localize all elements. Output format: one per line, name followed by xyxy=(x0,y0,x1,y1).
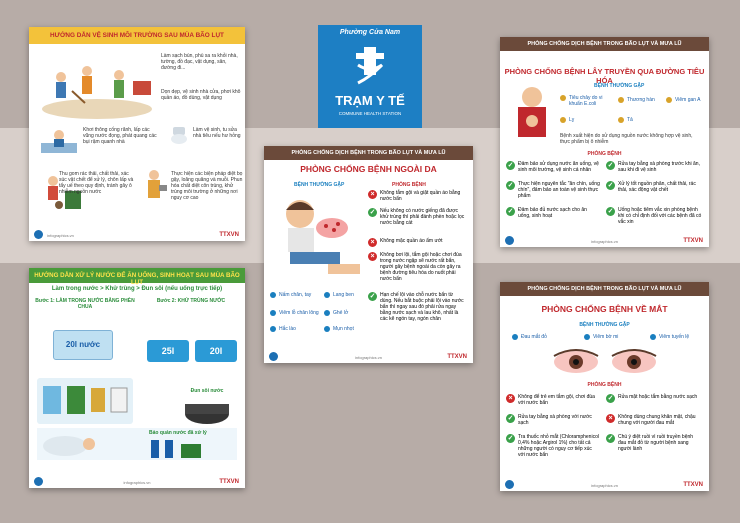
poster-title: PHÒNG CHỐNG BỆNH LÂY TRUYỀN QUA ĐƯỜNG TIÊU HÓA xyxy=(504,67,705,85)
child-illustration xyxy=(270,190,368,286)
cross-icon: × xyxy=(606,414,615,423)
poster-header: PHÒNG CHỐNG DỊCH BỆNH TRONG BÃO LỤT VÀ MƯA LŨ xyxy=(264,146,473,160)
bullet-icon xyxy=(560,117,566,123)
common-label: BỆNH THƯỜNG GẶP xyxy=(594,83,645,89)
disease-label: Tả xyxy=(627,117,633,123)
tip-text: Nếu không có nước giếng đã được khử trùng thì phải đánh phèn hoặc lọc nước bằng cát xyxy=(380,208,465,226)
poster-title: PHÒNG CHỐNG BỆNH VỀ MẮT xyxy=(541,304,668,314)
poster-footer xyxy=(29,474,245,488)
check-icon: ✓ xyxy=(507,415,514,422)
check-icon: ✓ xyxy=(507,435,514,442)
ttxvn-logo: TTXVN xyxy=(219,232,239,238)
station-subtitle: COMMUNE HEALTH STATION xyxy=(338,111,402,116)
volume-label: 20l nước xyxy=(65,340,101,349)
tip-text: Thu gom rác thải, chất thải, xác súc vật chết để xử lý, chôn lấp và tẩy uế theo quy định, tránh gây ô nhiễm nguồn nước xyxy=(59,171,134,195)
disease-item xyxy=(324,326,354,332)
bullet-icon xyxy=(666,97,672,103)
check-icon: ✓ xyxy=(607,182,614,189)
disease-label: Tiêu chảy do vi khuẩn E.coli xyxy=(569,95,603,107)
tip-text: Dọn dẹp, vệ sinh nhà cửa, phơi khô quần áo, đồ dùng, vật dụng xyxy=(161,89,241,101)
disease-item xyxy=(618,117,633,123)
prevention-tip xyxy=(506,394,602,406)
poster-footer xyxy=(264,349,473,363)
process-subtitle: Làm trong nước > Khử trùng > Đun sôi (nếu uống trực tiếp) xyxy=(51,286,223,292)
volume-label: 20l xyxy=(209,346,223,356)
bullet-icon xyxy=(560,95,566,101)
prevention-tip xyxy=(506,434,602,458)
disease-label: Ghẻ lở xyxy=(333,310,349,316)
disease-item xyxy=(270,292,311,298)
prevention-tip xyxy=(506,161,602,173)
bullet-icon xyxy=(324,310,330,316)
disease-item xyxy=(270,310,319,316)
disease-item xyxy=(560,117,574,123)
health-station-logo xyxy=(318,25,422,128)
poster-title: PHÒNG CHỐNG BỆNH NGOÀI DA xyxy=(300,164,437,174)
red-eyes-illustration xyxy=(550,344,660,378)
ministry-seal-icon xyxy=(34,477,43,486)
ttxvn-logo: TTXVN xyxy=(219,479,239,485)
bullet-icon xyxy=(324,292,330,298)
bullet-icon xyxy=(618,117,624,123)
disease-item xyxy=(270,326,296,332)
ttxvn-logo: TTXVN xyxy=(683,482,703,488)
ministry-seal-icon xyxy=(505,236,514,245)
tip-text: Không để trẻ em tắm gội, chơi đùa với nước bẩn xyxy=(518,394,595,406)
check-icon: ✓ xyxy=(369,209,376,216)
bullet-icon xyxy=(584,334,590,340)
disease-item xyxy=(650,334,689,340)
water-bucket-illustration xyxy=(53,330,113,360)
disease-item xyxy=(324,310,348,316)
poster-environment-hygiene xyxy=(29,27,245,241)
prevention-tip xyxy=(606,434,704,452)
check-icon: ✓ xyxy=(607,435,614,442)
prevent-label: PHÒNG BỆNH xyxy=(587,382,622,388)
ministry-seal-icon xyxy=(505,480,514,489)
tip-text: Rửa mặt hoặc tắm bằng nước sạch xyxy=(618,394,698,400)
cross-icon: × xyxy=(368,190,377,199)
bullet-icon xyxy=(650,334,656,340)
poster-water-treatment xyxy=(29,268,245,488)
check-icon: ✓ xyxy=(607,395,614,402)
tip-text: Không tắm gội và giặt quần áo bằng nước bẩn xyxy=(380,190,461,202)
prevention-tip xyxy=(606,394,704,403)
tip-text: Không dùng chung khăn mặt, chậu chung với người đau mắt xyxy=(618,414,696,426)
disease-label: Nấm chân, tay xyxy=(279,292,312,298)
check-icon: ✓ xyxy=(607,162,614,169)
bullet-icon xyxy=(324,326,330,332)
poster-footer xyxy=(29,227,245,241)
disease-item xyxy=(560,95,609,107)
disease-label: Viêm tuyến lệ xyxy=(659,334,690,340)
drain-illustration xyxy=(39,125,79,157)
disease-item xyxy=(512,334,547,340)
cross-icon: × xyxy=(368,252,377,261)
storage-panel xyxy=(37,428,237,460)
tip-text: Tra thuốc nhỏ mắt (Chloramphenicol 0,4% hoặc Argirol 1%) cho tất cả những người có nguy cơ tiếp xúc với nước bẩn xyxy=(518,434,599,458)
tip-text: Rửa tay bằng xà phòng trước khi ăn, sau khi đi vệ sinh xyxy=(618,161,700,173)
prevention-tip xyxy=(368,208,468,226)
poster-title: HƯỚNG DẪN VỆ SINH MÔI TRƯỜNG SAU MÙA BÃO LỤT xyxy=(29,27,245,44)
ministry-seal-icon xyxy=(269,352,278,361)
bullet-icon xyxy=(270,292,276,298)
patient-illustration xyxy=(506,83,558,139)
boil-panel xyxy=(177,388,237,428)
tip-text: Thực hiện các biện pháp diệt bọ gậy, loăng quăng và muỗi. Phun hóa chất diệt côn trùng, khử trùng môi trường ở những nơi nguy cơ cao xyxy=(171,171,243,201)
prevention-tip xyxy=(368,190,468,202)
cross-icon: × xyxy=(368,238,377,247)
bullet-icon xyxy=(270,326,276,332)
poster-header: PHÒNG CHỐNG DỊCH BỆNH TRONG BÃO LỤT VÀ MƯA LŨ xyxy=(500,282,709,296)
storage-label: Bảo quản nước đã xử lý xyxy=(149,430,207,436)
ttxvn-logo: TTXVN xyxy=(447,354,467,360)
tip-text: Đảm bảo sử dụng nước ăn uống, vệ sinh môi trường, vệ sinh cá nhân xyxy=(518,161,599,173)
disease-label: Hắc lào xyxy=(279,326,296,332)
site-url: infographics.vn xyxy=(355,355,382,360)
tip-text: Uống hoặc tiêm vắc xin phòng bệnh khi có chỉ định đối với các bệnh đã có vắc xin xyxy=(618,207,702,225)
poster-eye-disease xyxy=(500,282,709,491)
tip-text: Chú ý diệt ruồi vì ruồi truyền bệnh đau mắt đỏ từ người bệnh sang người lành xyxy=(618,434,694,452)
poster-footer xyxy=(500,477,709,491)
toilet-illustration xyxy=(167,123,191,147)
prevention-tip xyxy=(606,414,704,426)
prevent-label: PHÒNG BỆNH xyxy=(587,151,622,157)
prevention-tip xyxy=(606,207,704,225)
check-icon: ✓ xyxy=(507,182,514,189)
station-title: TRẠM Y TẾ xyxy=(335,93,405,108)
disease-label: Thương hàn xyxy=(627,97,655,103)
spraying-illustration xyxy=(139,167,169,207)
tank-illustration xyxy=(195,340,237,362)
tip-text: Đảm bảo đủ nước sạch cho ăn uống, sinh hoạt xyxy=(518,207,587,219)
settling-panel xyxy=(37,378,133,424)
step1-label: Bước 1: LÀM TRONG NƯỚC BẰNG PHÈN CHUA xyxy=(35,298,135,310)
common-label: BỆNH THƯỜNG GẶP xyxy=(579,322,630,328)
ttxvn-logo: TTXVN xyxy=(683,238,703,244)
prevention-tip xyxy=(506,207,602,219)
step2-label: Bước 2: KHỬ TRÙNG NƯỚC xyxy=(156,298,226,304)
tip-text: Làm vệ sinh, tu sửa nhà tiêu nếu hư hỏng xyxy=(193,127,241,139)
tip-text: Rửa tay bằng xà phòng với nước sạch xyxy=(518,414,592,426)
site-url: infographics.vn xyxy=(591,483,618,488)
disease-label: Lang ben xyxy=(333,292,354,298)
prevention-tip xyxy=(606,181,704,193)
site-url: infographics.vn xyxy=(591,239,618,244)
prevention-tip xyxy=(368,252,468,282)
prevention-tip xyxy=(368,238,468,247)
disease-label: Mụn nhọt xyxy=(333,326,354,332)
bullet-icon xyxy=(512,334,518,340)
disease-item xyxy=(618,97,655,103)
prevention-tip xyxy=(506,181,602,199)
prevent-label: PHÒNG BỆNH xyxy=(392,182,426,188)
bullet-icon xyxy=(618,97,624,103)
tank-illustration xyxy=(147,340,189,362)
cleanup-illustration xyxy=(37,51,157,121)
check-icon: ✓ xyxy=(369,293,376,300)
poster-header: PHÒNG CHỐNG DỊCH BỆNH TRONG BÃO LỤT VÀ MƯA LŨ xyxy=(500,37,709,51)
volume-label: 25l xyxy=(161,346,175,356)
disease-note: Bệnh xuất hiện do sử dụng nguồn nước không hợp vệ sinh, thực phẩm bị ô nhiễm xyxy=(560,133,693,145)
site-url: infographics.vn xyxy=(47,233,74,238)
tip-text: Làm sạch bùn, phù sa ra khỏi nhà, tường, đồ đạc, vật dụng, sân, đường đi... xyxy=(161,53,238,71)
disease-label: Viêm lỗ chân lông xyxy=(279,310,319,316)
check-icon: ✓ xyxy=(607,208,614,215)
poster-digestive-disease xyxy=(500,37,709,247)
tip-text: Không bơi lội, tắm gội hoặc chơi đùa trong nước ngập sẽ nước rất bẩn, người gây bệnh ngoài da còn gây ra bệnh đường tiêu hóa do nuốt phải nước bẩn xyxy=(380,252,462,282)
tip-text: Thực hiện nguyên tắc "ăn chín, uống chín", đảm bảo an toàn vệ sinh thực phẩm xyxy=(518,181,600,199)
prevention-tip xyxy=(506,414,602,426)
disease-item xyxy=(324,292,354,298)
disease-label: Viêm bờ mi xyxy=(593,334,619,340)
poster-skin-disease xyxy=(264,146,473,363)
check-icon: ✓ xyxy=(507,208,514,215)
poster-title: HƯỚNG DẪN XỬ LÝ NƯỚC ĐỂ ĂN UỐNG, SINH HOẠT SAU MÙA BÃO LỤT xyxy=(29,268,245,283)
ring-text: Phường Cửa Nam xyxy=(339,29,401,36)
disease-label: Lỵ xyxy=(569,117,575,123)
tip-text: Hạn chế lội vào chỗ nước bẩn từ dùng. Nếu bắt buộc phải lội vào nước bẩn thì ngay sau đó phải rửa ngay bằng nước sạch và lau khô, nhất là các kẽ ngón tay, ngón chân xyxy=(380,292,464,322)
bullet-icon xyxy=(270,310,276,316)
check-icon: ✓ xyxy=(507,162,514,169)
prevention-tip xyxy=(606,161,704,173)
tip-text: Xử lý tốt nguồn phân, chất thải, rác thải, xác động vật chết xyxy=(618,181,696,193)
tip-text: Khơi thông cống rãnh, lấp các vũng nước đọng, phát quang các bụi rậm quanh nhà xyxy=(83,127,157,145)
poster-footer xyxy=(500,233,709,247)
site-url: infographics.vn xyxy=(123,480,151,485)
boil-label: Đun sôi nước xyxy=(190,388,224,394)
ministry-seal-icon xyxy=(34,230,43,239)
tip-text: Không mặc quần áo ẩm ướt xyxy=(380,238,443,244)
disease-label: Viêm gan A xyxy=(675,97,701,103)
common-label: BỆNH THƯỜNG GẶP xyxy=(294,182,345,188)
prevention-tip xyxy=(368,292,468,322)
disease-item xyxy=(666,97,700,103)
disease-label: Đau mắt đỏ xyxy=(521,334,547,340)
cross-icon: × xyxy=(506,394,515,403)
disease-item xyxy=(584,334,618,340)
